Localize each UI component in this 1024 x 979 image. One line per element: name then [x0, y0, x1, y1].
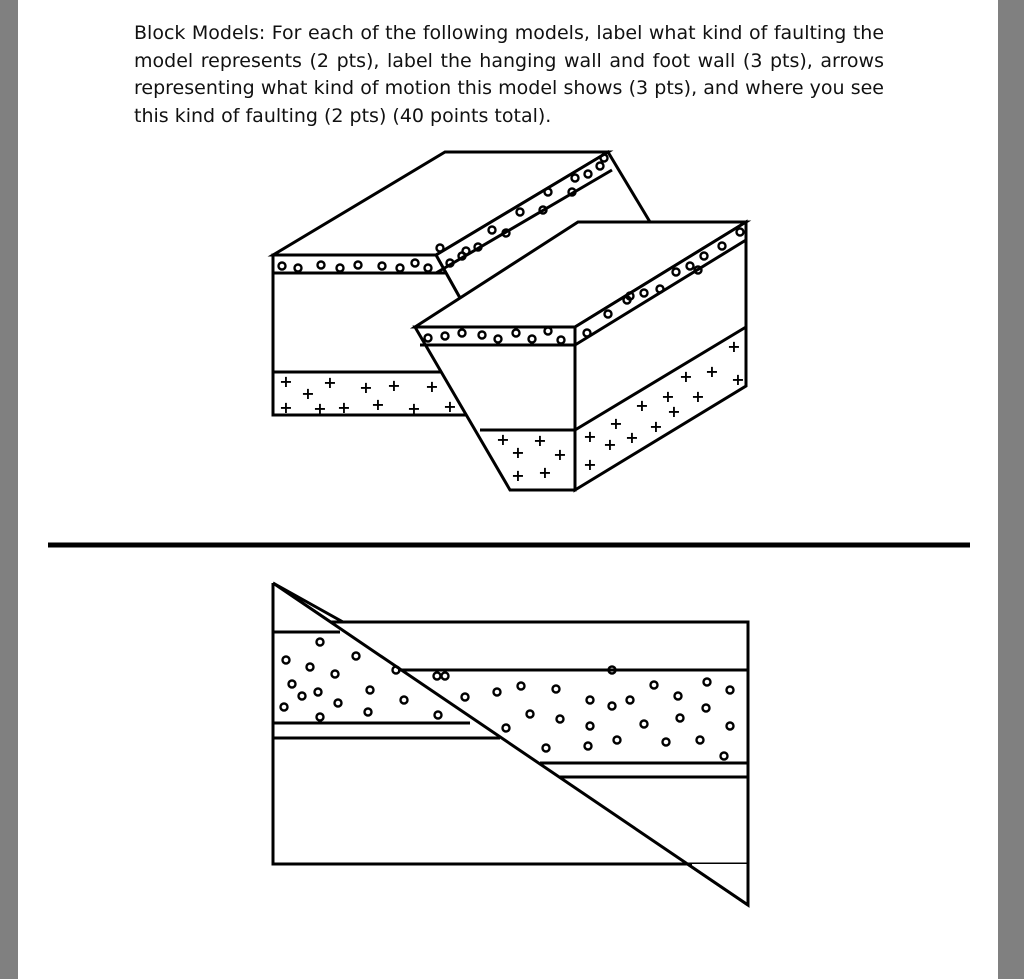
svg-text:+: + — [337, 398, 351, 417]
svg-text:+: + — [553, 445, 567, 464]
svg-text:+: + — [387, 376, 401, 395]
svg-text:+: + — [609, 414, 623, 433]
svg-text:+: + — [511, 443, 525, 462]
svg-text:+: + — [649, 417, 663, 436]
svg-text:+: + — [313, 399, 327, 418]
svg-text:+: + — [667, 402, 681, 421]
block-model-2 — [273, 583, 748, 905]
svg-text:+: + — [727, 337, 741, 356]
svg-text:+: + — [635, 396, 649, 415]
svg-text:+: + — [691, 387, 705, 406]
instructions-body: For each of the following models, label what kind of faulting the model represents (2 pts), label the hanging wall and foot wall (3 pts), arrows representing what kind of motion this model shows (3 pts), and where you see this kind of faulting (2 pts) (40 points total). — [134, 22, 885, 127]
svg-text:+: + — [407, 399, 421, 418]
svg-text:+: + — [496, 430, 510, 449]
svg-text:+: + — [359, 378, 373, 397]
svg-text:+: + — [583, 427, 597, 446]
svg-text:+: + — [533, 431, 547, 450]
svg-text:+: + — [679, 367, 693, 386]
svg-text:+: + — [625, 428, 639, 447]
svg-text:+: + — [425, 377, 439, 396]
svg-text:+: + — [323, 373, 337, 392]
svg-text:+: + — [661, 387, 675, 406]
svg-text:+: + — [603, 435, 617, 454]
svg-text:+: + — [279, 398, 293, 417]
svg-text:+: + — [371, 395, 385, 414]
instructions-heading: Block Models: — [134, 22, 266, 44]
svg-text:+: + — [538, 463, 552, 482]
svg-text:+: + — [279, 372, 293, 391]
svg-text:+: + — [301, 384, 315, 403]
svg-text:+: + — [583, 455, 597, 474]
svg-text:+: + — [705, 362, 719, 381]
svg-text:+: + — [511, 466, 525, 485]
svg-text:+: + — [443, 397, 457, 416]
svg-text:+: + — [731, 370, 745, 389]
